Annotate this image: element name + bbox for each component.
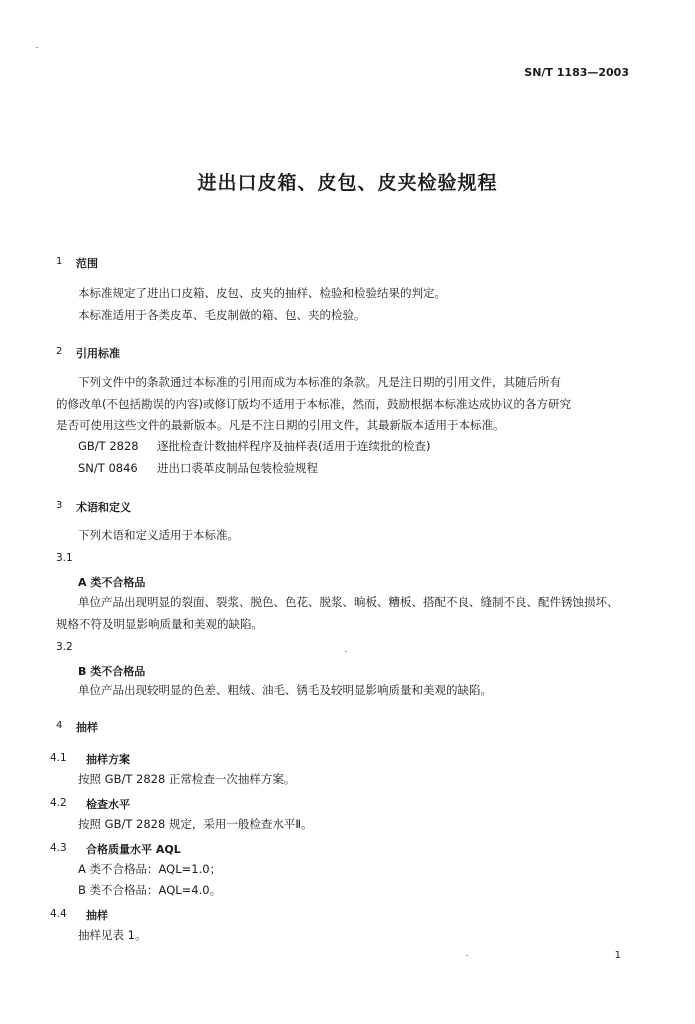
page-title: 进出口皮箱、皮包、皮夹检验规程 [197, 172, 498, 194]
section-heading: 范围 [76, 257, 98, 270]
clause-heading: 合格质量水平 AQL [86, 843, 181, 856]
clause-heading: 抽样方案 [86, 753, 130, 766]
reference-code: SN/T 0846 [78, 461, 138, 475]
clause-number: 4.2 [50, 797, 67, 809]
section-heading: 抽样 [76, 721, 98, 734]
clause-number: 3.2 [56, 641, 73, 653]
clause-number: 3.1 [56, 552, 73, 564]
section-heading: 引用标准 [76, 347, 120, 360]
paragraph: 抽样见表 1。 [78, 928, 147, 942]
page-number: 1 [614, 950, 621, 961]
paragraph: 本标准适用于各类皮革、毛皮制做的箱、包、夹的检验。 [78, 308, 366, 322]
paragraph: 本标准规定了进出口皮箱、皮包、皮夹的抽样、检验和检验结果的判定。 [78, 286, 446, 300]
reference-title: 进出口裘革皮制品包装检验规程 [157, 461, 318, 475]
section-number: 3 [56, 500, 63, 511]
scan-speck [466, 955, 468, 956]
definition-line: 单位产品出现明显的裂面、裂浆、脱色、色花、脱浆、晌板、糟板、搭配不良、缝制不良、配件锈蚀损坏、 [78, 595, 619, 609]
paragraph: 下列术语和定义适用于本标准。 [78, 528, 239, 542]
scan-speck [36, 47, 38, 48]
section-number: 2 [56, 346, 63, 357]
paragraph: 按照 GB/T 2828 正常检查一次抽样方案。 [78, 772, 296, 786]
paragraph: 按照 GB/T 2828 规定，采用一般检查水平Ⅱ。 [78, 817, 313, 831]
reference-title: 逐批检查计数抽样程序及抽样表(适用于连续批的检查) [157, 439, 431, 453]
paragraph-line: 下列文件中的条款通过本标准的引用而成为本标准的条款。凡是注日期的引用文件，其随后所有 [78, 375, 561, 389]
clause-number: 4.3 [50, 842, 67, 854]
paragraph: B 类不合格品：AQL=4.0。 [78, 883, 222, 897]
clause-number: 4.4 [50, 908, 67, 920]
definition-line: 规格不符及明显影响质量和美观的缺陷。 [56, 617, 263, 631]
paragraph: A 类不合格品：AQL=1.0； [78, 862, 222, 876]
term: A 类不合格品 [78, 576, 146, 589]
clause-heading: 检查水平 [86, 798, 130, 811]
scan-speck [345, 651, 347, 652]
clause-heading: 抽样 [86, 909, 108, 922]
section-heading: 术语和定义 [76, 501, 131, 514]
reference-code: GB/T 2828 [78, 439, 139, 453]
section-number: 4 [56, 720, 63, 731]
term: B 类不合格品 [78, 665, 146, 678]
paragraph-line: 的修改单(不包括勘误的内容)或修订版均不适用于本标准，然而，鼓励根据本标准达成协议的各方研究 [56, 397, 571, 411]
clause-number: 4.1 [50, 752, 67, 764]
definition-line: 单位产品出现较明显的色差、粗绒、油毛、锈毛及较明显影响质量和美观的缺陷。 [78, 683, 492, 697]
standard-code: SN/T 1183—2003 [524, 66, 629, 79]
paragraph-line: 是否可使用这些文件的最新版本。凡是不注日期的引用文件，其最新版本适用于本标准。 [56, 418, 505, 432]
section-number: 1 [56, 256, 63, 267]
